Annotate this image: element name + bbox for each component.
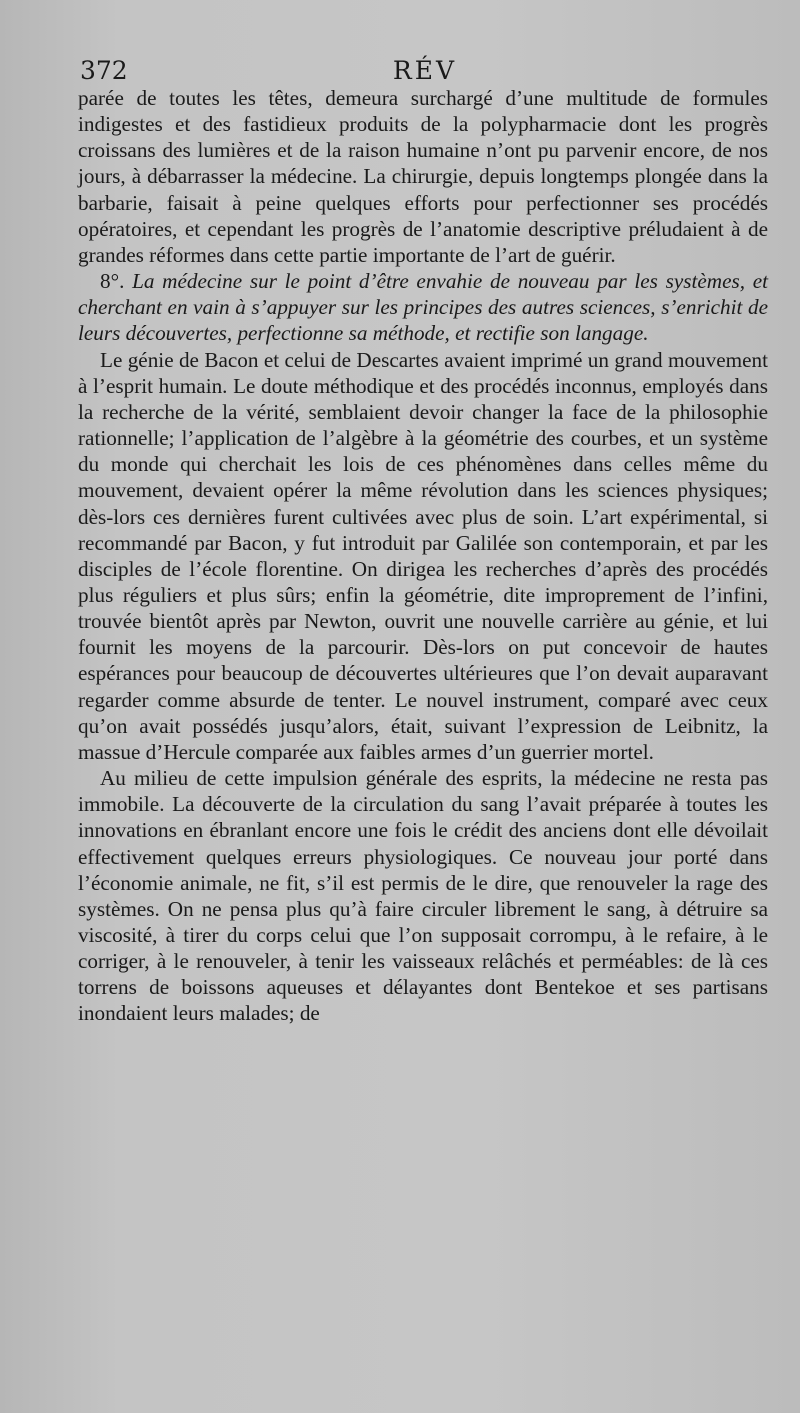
- page-number: 372: [80, 56, 128, 85]
- section-title: La médecine sur le point d’être envahie de nouveau par les systèmes, et cherchant en vain à s’appuyer sur les principes des autres sciences, s’enrichit de leurs découvertes, perfectionne sa méthode, et rectifie son langage.: [78, 269, 769, 346]
- paragraph-circulation: Au milieu de cette impulsion générale des esprits, la médecine ne resta pas immobile. La découverte de la circulation du sang l’avait préparée à toutes les innovations en ébranlant encore une fois le crédit des anciens dont elle dévoilait effectivement quelques erreurs physiologiques. Ce nouveau jour porté dans l’économie animale, ne fit, s’il est permis de le dire, que renouveler la rage des systèmes. On ne pensa plus qu’à faire circuler librement le sang, à détruire sa viscosité, à tirer du corps celui que l’on supposait corrompu, à le refaire, à le corriger, à le renouveler, à tenir les vaisseaux relâchés et perméables: de là ces torrens de boissons aqueuses et délayantes dont Bentekoe et ses partisans inondaient leurs malades; de: [78, 766, 768, 1026]
- page-header: [80, 56, 770, 86]
- running-head: RÉV: [392, 56, 458, 85]
- paragraph-bacon-descartes: Le génie de Bacon et celui de Descartes avaient imprimé un grand mouvement à l’esprit humain. Le doute méthodique et des procédés inconnus, employés dans la recherche de la vérité, semblaient devoir changer la face de la philosophie rationnelle; l’application de l’algèbre à la géométrie des courbes, et un système du monde qui cherchait les lois de ces phénomènes dans celles même du mouvement, devaient opérer la même révolution dans les sciences physiques; dès-lors ces dernières furent cultivées avec plus de soin. L’art expérimental, si recommandé par Bacon, y fut introduit par Galilée son contemporain, et par les disciples de l’école florentine. On dirigea les recherches d’après des procédés plus réguliers et plus sûrs; enfin la géométrie, dite improprement de l’infini, trouvée bientôt après par Newton, ouvrit une nouvelle carrière au génie, et lui fournit les moyens de la parcourir. Dès-lors on put concevoir de hautes espérances pour beaucoup de découvertes ultérieures que l’on devait auparavant regarder comme absurde de tenter. Le nouvel instrument, comparé avec ceux qu’on avait possédés jusqu’alors, était, suivant l’expression de Leibnitz, la massue d’Hercule comparée aux faibles armes d’un guerrier mortel.: [78, 347, 768, 764]
- paragraph-continued: parée de toutes les têtes, demeura surchargé d’une multitude de formules indigestes et des fastidieux produits de la polypharmacie dont les progrès croissans des lumières et de la raison humaine n’ont pu parvenir encore, de nos jours, à débarrasser la médecine. La chirurgie, depuis longtemps plongée dans la barbarie, faisait à peine quelques efforts pour perfectionner ses procédés opératoires, et cependant les progrès de l’anatomie descriptive préludaient à de grandes réformes dans cette partie importante de l’art de guérir.: [78, 86, 768, 267]
- section-number: 8°.: [100, 269, 125, 294]
- section-heading-8: [78, 268, 768, 346]
- body-text: [78, 85, 768, 1027]
